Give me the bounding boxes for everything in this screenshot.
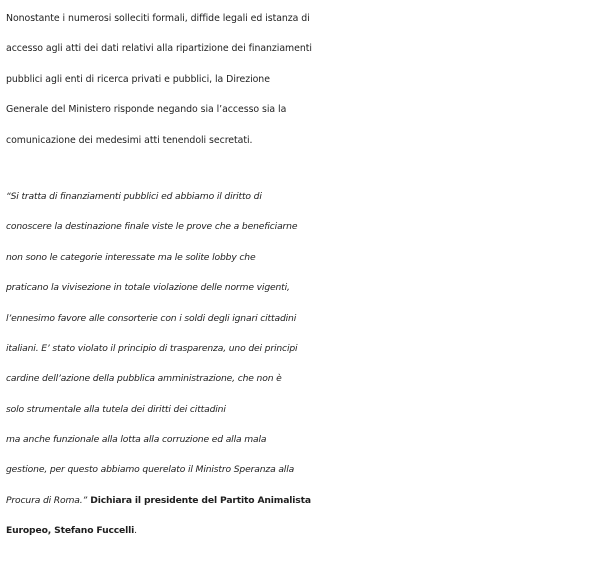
paragraph-spacing xyxy=(6,156,586,182)
paragraph-quote xyxy=(6,182,586,547)
attribution-bold-text: Dichiara il presidente del Partito Animalista xyxy=(87,494,311,506)
quote-line: conoscere la destinazione finale viste le prove che a beneficiarne xyxy=(6,221,298,233)
attribution-name-text: Europeo, Stefano Fuccelli xyxy=(6,525,135,537)
text-line: accesso agli atti dei dati relativi alla ripartizione dei finanziamenti xyxy=(6,43,312,55)
text-line: comunicazione dei medesimi atti tenendoli secretati. xyxy=(6,134,253,146)
quote-attribution-line xyxy=(6,516,586,546)
quote-line: praticano la vivisezione in totale violazione delle norme vigenti, xyxy=(6,282,290,294)
quote-line: italiani. E’ stato violato il principio di trasparenza, uno dei principi xyxy=(6,342,298,354)
quote-attribution-line xyxy=(6,486,586,516)
paragraph-intro xyxy=(6,4,586,156)
text-line: pubblici agli enti di ricerca privati e pubblici, la Direzione xyxy=(6,73,270,85)
quote-line: ma anche funzionale alla lotta alla corruzione ed alla mala xyxy=(6,434,267,446)
article-body xyxy=(6,4,586,547)
attribution-period: . xyxy=(134,525,137,537)
quote-line: “Si tratta di finanziamenti pubblici ed abbiamo il diritto di xyxy=(6,190,262,202)
quote-line: non sono le categorie interessate ma le solite lobby che xyxy=(6,251,256,263)
quote-line: solo strumentale alla tutela dei diritti dei cittadini xyxy=(6,403,226,415)
quote-line: gestione, per questo abbiamo querelato il Ministro Speranza alla xyxy=(6,464,295,476)
quote-line: cardine dell’azione della pubblica amministrazione, che non è xyxy=(6,373,282,385)
text-line: Generale del Ministero risponde negando sia l’accesso sia la xyxy=(6,104,287,116)
quote-line: l’ennesimo favore alle consorterie con i soldi degli ignari cittadini xyxy=(6,312,297,324)
quote-closing-text: Procura di Roma.” xyxy=(6,494,88,506)
text-line: Nonostante i numerosi solleciti formali, diffide legali ed istanza di xyxy=(6,13,310,24)
